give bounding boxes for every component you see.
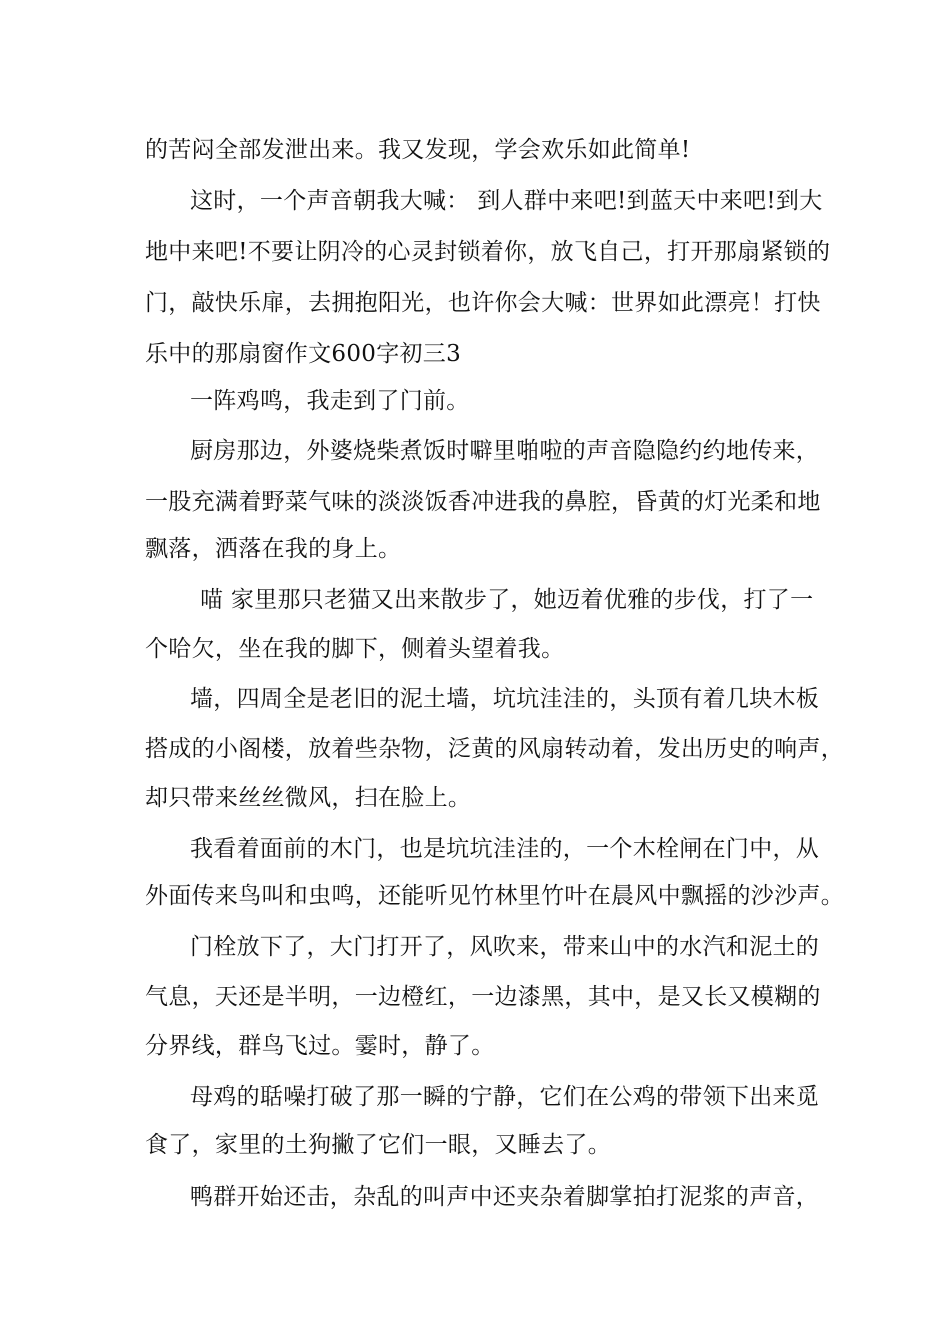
text-line: 一股充满着野菜气味的淡淡饭香冲进我的鼻腔，昏黄的灯光柔和地 [145, 489, 821, 515]
text-line: 一阵鸡鸣，我走到了门前。 [190, 388, 470, 414]
text-line: 气息，天还是半明，一边橙红，一边漆黑，其中，是又长又模糊的 [145, 984, 821, 1010]
text-line: 门栓放下了，大门打开了，风吹来，带来山中的水汽和泥土的 [190, 934, 820, 960]
text-line: 分界线，群鸟飞过。霎时，静了。 [145, 1033, 495, 1059]
text-line: 母鸡的聒噪打破了那一瞬的宁静，它们在公鸡的带领下出来觅 [190, 1084, 820, 1110]
text-line: 这时，一个声音朝我大喊： 到人群中来吧!到蓝天中来吧!到大 [190, 188, 823, 214]
text-line: 食了，家里的土狗撇了它们一眼，又睡去了。 [145, 1132, 611, 1158]
text-line: 鸭群开始还击，杂乱的叫声中还夹杂着脚掌拍打泥浆的声音， [190, 1184, 820, 1210]
text-line: 墙，四周全是老旧的泥土墙，坑坑洼洼的，头顶有着几块木板 [190, 686, 820, 712]
text-line: 厨房那边，外婆烧柴煮饭时噼里啪啦的声音隐隐约约地传来， [190, 438, 820, 464]
text-line: 的苦闷全部发泄出来。我又发现，学会欢乐如此简单! [145, 137, 691, 163]
text-line: 喵 家里那只老猫又出来散步了，她迈着优雅的步伐，打了一 [200, 587, 814, 613]
text-line: 却只带来丝丝微风，扫在脸上。 [145, 785, 472, 811]
text-line: 门，敲快乐扉，去拥抱阳光，也许你会大喊：世界如此漂亮！打快 [145, 290, 821, 316]
text-line: 个哈欠，坐在我的脚下，侧着头望着我。 [145, 636, 565, 662]
text-line: 地中来吧!不要让阴冷的心灵封锁着你，放飞自己，打开那扇紧锁的 [145, 239, 831, 265]
text-line: 搭成的小阁楼，放着些杂物，泛黄的风扇转动着，发出历史的响声， [145, 736, 844, 762]
text-line: 乐中的那扇窗作文600字初三3 [145, 341, 462, 367]
text-line: 外面传来鸟叫和虫鸣，还能听见竹林里竹叶在晨风中飘摇的沙沙声。 [145, 883, 844, 909]
text-line: 飘落，洒落在我的身上。 [145, 536, 402, 562]
text-line: 我看着面前的木门，也是坑坑洼洼的，一个木栓闸在门中，从 [190, 836, 820, 862]
